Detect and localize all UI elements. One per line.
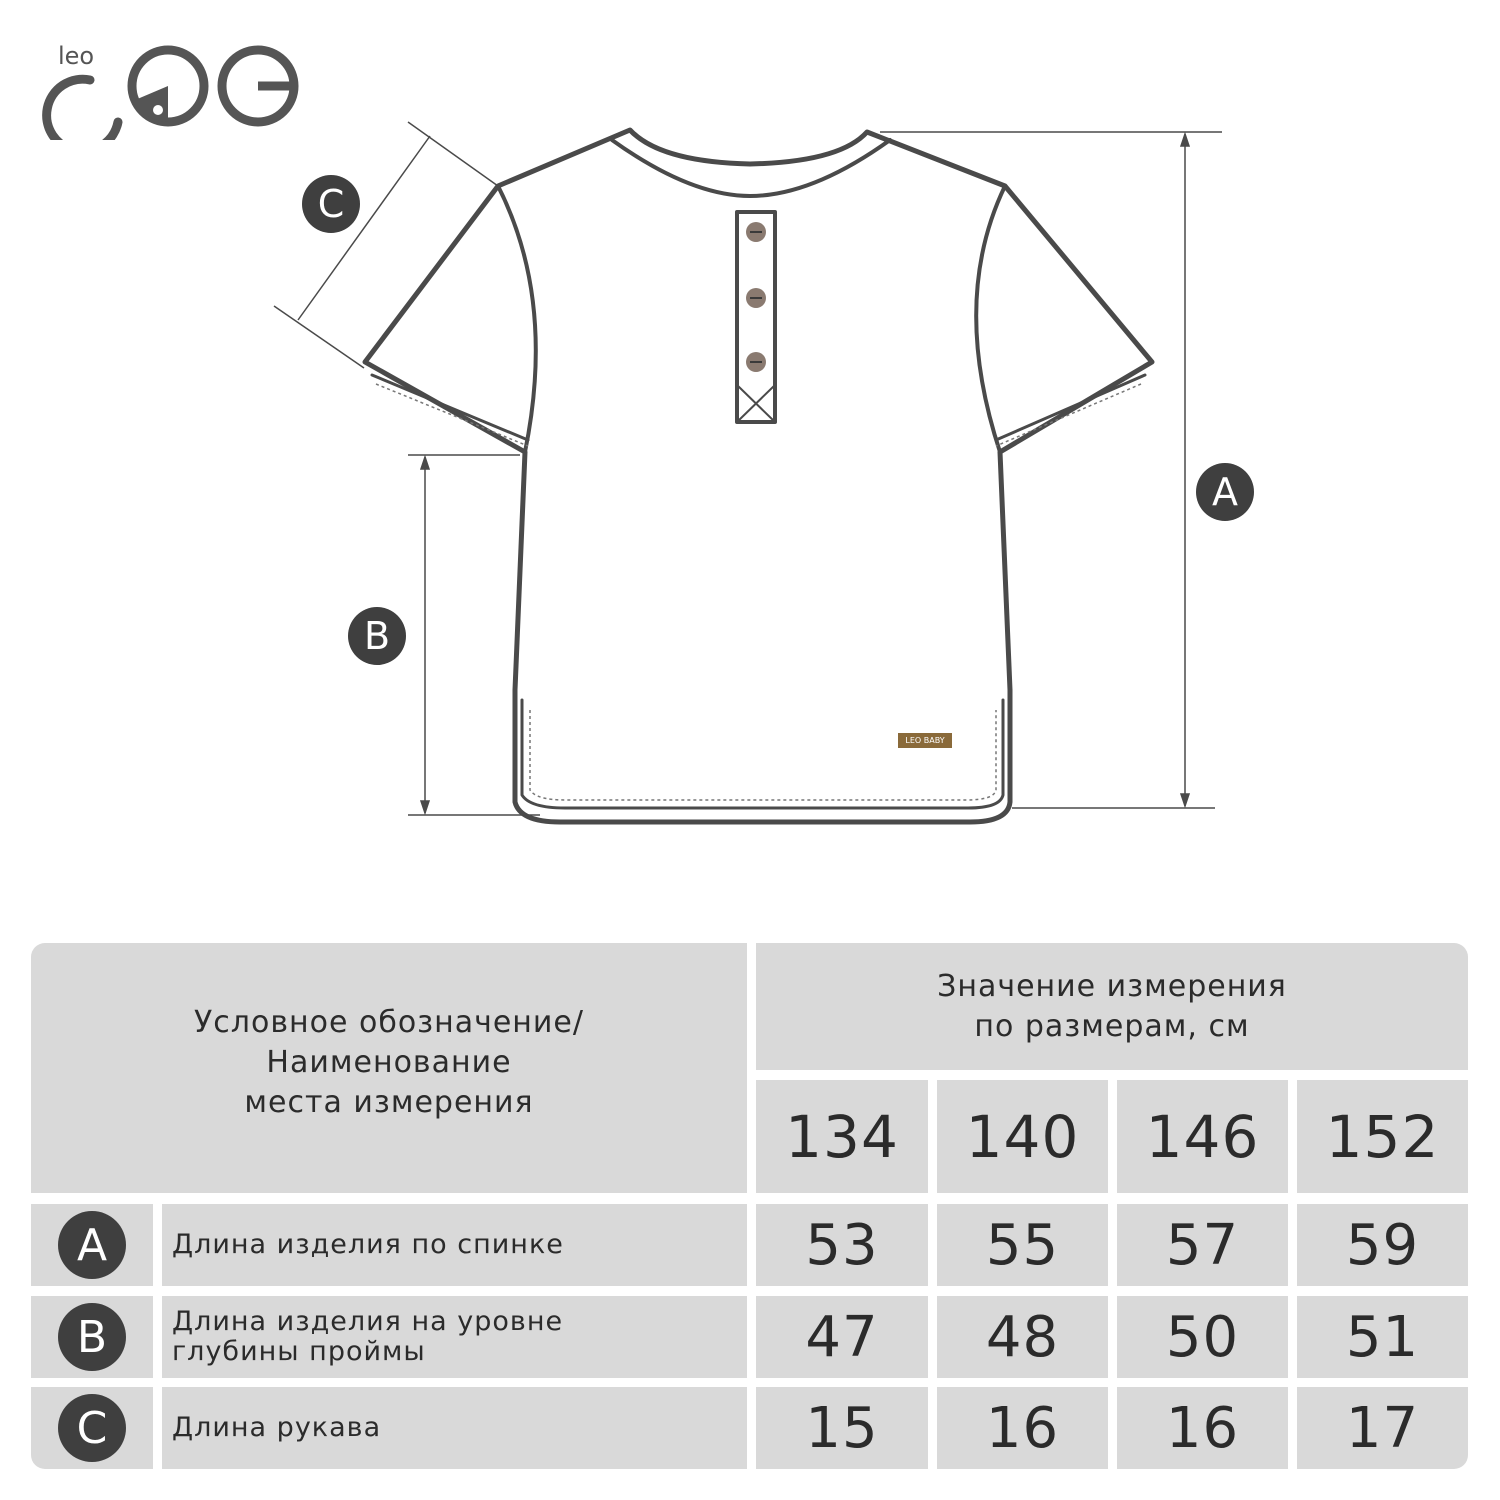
row-label-cell: [162, 1204, 747, 1286]
header-left-line: Наименование: [266, 1045, 512, 1080]
value-cell: 15: [756, 1387, 928, 1469]
value-cell: 50: [1117, 1296, 1288, 1378]
value-cell: 57: [1117, 1204, 1288, 1286]
row-label-cell: [162, 1296, 747, 1378]
marker-b-badge: B: [58, 1303, 126, 1371]
value-cell: 53: [756, 1204, 928, 1286]
value-cell: 51: [1297, 1296, 1468, 1378]
size-cell: 146: [1117, 1080, 1288, 1193]
size-cell: 134: [756, 1080, 928, 1193]
row-marker-cell: [31, 1387, 153, 1469]
size-cell: 152: [1297, 1080, 1468, 1193]
header-right-line: Значение измерения: [937, 968, 1287, 1004]
value-cell: 16: [937, 1387, 1108, 1469]
header-right-line: по размерам, см: [974, 1008, 1250, 1044]
brand-small-text: leo: [58, 42, 95, 70]
marker-c-badge: C: [302, 175, 360, 233]
label-tag-text: LEO BABY: [905, 736, 945, 745]
value-cell: 16: [1117, 1387, 1288, 1469]
value-cell: 17: [1297, 1387, 1468, 1469]
marker-a-badge: A: [1196, 463, 1254, 521]
marker-b-badge: B: [348, 607, 406, 665]
row-label: Длина изделия на уровне: [172, 1306, 564, 1337]
row-label: глубины проймы: [172, 1336, 426, 1367]
row-label-cell: [162, 1387, 747, 1469]
row-label: Длина изделия по спинке: [172, 1229, 564, 1260]
marker-c-badge: C: [58, 1394, 126, 1462]
value-cell: 48: [937, 1296, 1108, 1378]
header-left-line: места измерения: [244, 1085, 534, 1120]
row-marker-cell: [31, 1296, 153, 1378]
row-marker-cell: [31, 1204, 153, 1286]
value-cell: 59: [1297, 1204, 1468, 1286]
header-left-line: Условное обозначение/: [194, 1005, 584, 1040]
marker-a-badge: A: [58, 1211, 126, 1279]
size-cell: 140: [937, 1080, 1108, 1193]
value-cell: 47: [756, 1296, 928, 1378]
placket-buttons: [746, 222, 766, 372]
row-label: Длина рукава: [172, 1412, 382, 1443]
table-header-left: [31, 943, 747, 1193]
table-header-right: [756, 943, 1468, 1070]
value-cell: 55: [937, 1204, 1108, 1286]
